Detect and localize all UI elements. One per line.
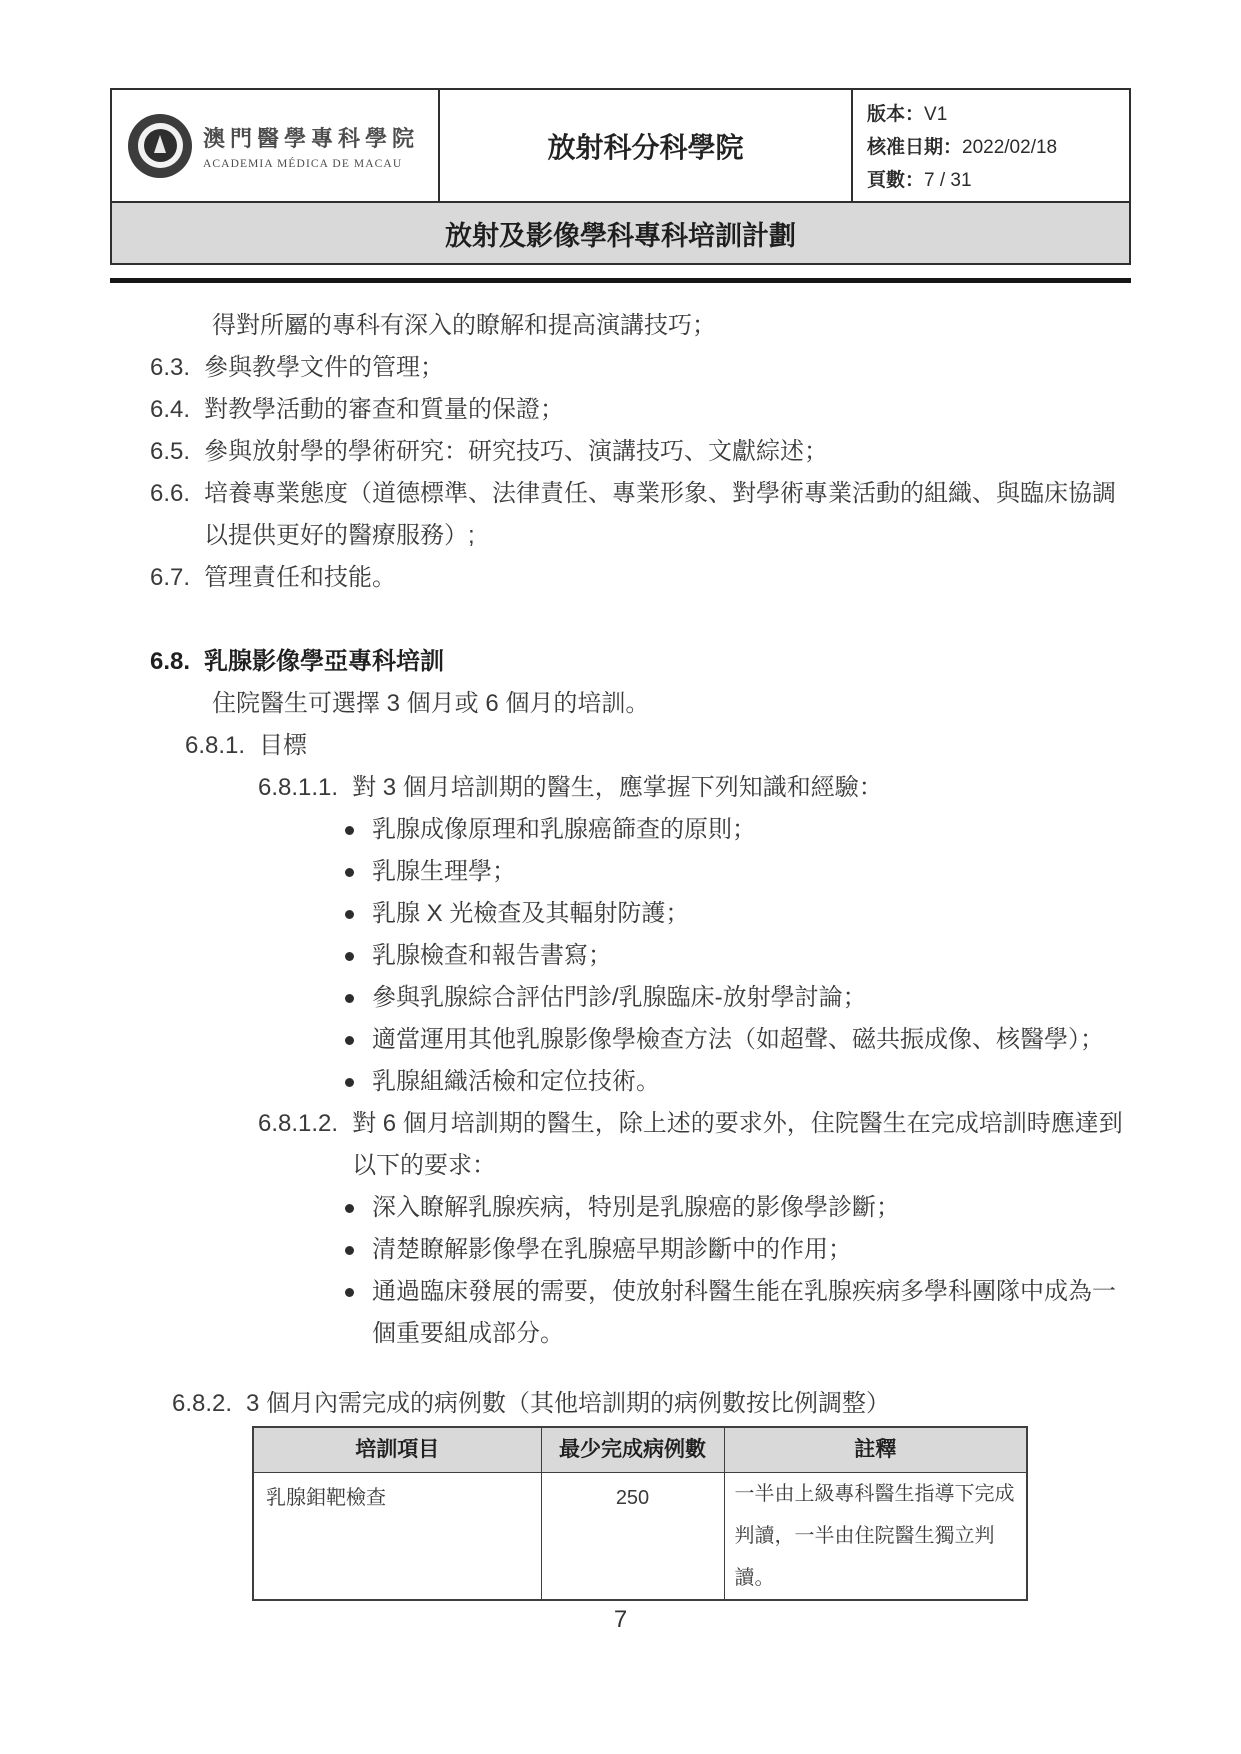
bullet-icon (345, 1288, 354, 1297)
seal-ring (138, 123, 183, 168)
page-content (110, 88, 1131, 1601)
version-label: 版本： (867, 104, 925, 125)
column-header-min-cases: 最少完成病例數 (541, 1427, 724, 1473)
bullet-text: 乳腺 X 光檢查及其輻射防護； (372, 900, 690, 927)
item-number: 6.5. (150, 438, 191, 465)
bullet-icon (345, 826, 354, 835)
section-title: 乳腺影像學亞專科培訓 (204, 648, 445, 675)
page-number: 7 (613, 1606, 628, 1633)
page-count-value: 7 / 31 (924, 170, 972, 191)
approval-date-value: 2022/02/18 (962, 137, 1058, 158)
item-text: 3 個月內需完成的病例數（其他培訓期的病例數按比例調整） (246, 1390, 891, 1417)
cell-note: 一半由上級專科醫生指導下完成判讀，一半由住院醫生獨立判讀。 (724, 1473, 1027, 1601)
list-item-6-8-2 (172, 1383, 1131, 1425)
department-title: 放射科分科學院 (440, 90, 853, 201)
bullet-icon (345, 1246, 354, 1255)
approval-date-label: 核准日期： (867, 137, 963, 158)
bullet-icon (345, 1204, 354, 1213)
item-text: 目標 (259, 732, 308, 759)
section-paragraph (212, 683, 1131, 725)
item-text: 參與放射學的學術研究：研究技巧、演講技巧、文獻綜述； (204, 438, 829, 465)
bullet-item (345, 1229, 1131, 1271)
bullet-text: 通過臨床發展的需要，使放射科醫生能在乳腺疾病多學科團隊中成為一個重要組成部分。 (372, 1278, 1116, 1347)
bullet-text: 乳腺組織活檢和定位技術。 (372, 1068, 660, 1095)
cell-min-cases: 250 (541, 1473, 724, 1601)
document-title-banner: 放射及影像學科專科培訓計劃 (110, 203, 1131, 265)
item-text: 對 3 個月培訓期的醫生，應掌握下列知識和經驗： (352, 774, 883, 801)
item-number: 6.4. (150, 396, 191, 423)
list-item-6-3 (150, 347, 1131, 389)
bullet-text: 乳腺成像原理和乳腺癌篩查的原則； (372, 816, 756, 843)
cell-training-item: 乳腺鉬靶檢查 (253, 1473, 541, 1601)
page-count-label: 頁數： (867, 170, 925, 191)
item-text: 管理責任和技能。 (204, 564, 397, 591)
bullet-item (345, 1019, 1131, 1061)
table-header-row (253, 1427, 1027, 1473)
bullet-icon (345, 994, 354, 1003)
list-item-6-7 (150, 557, 1131, 599)
bullet-item (345, 1061, 1131, 1103)
bullet-item (345, 1187, 1131, 1229)
list-item-6-5 (150, 431, 1131, 473)
bullet-text: 乳腺檢查和報告書寫； (372, 942, 612, 969)
section-heading-6-8 (150, 641, 1131, 683)
item-number: 6.7. (150, 564, 191, 591)
item-number: 6.8.1. (185, 732, 246, 759)
continuation-line (212, 305, 1131, 347)
document-header (110, 88, 1131, 203)
item-number: 6.8. (150, 648, 191, 675)
list-item-6-4 (150, 389, 1131, 431)
item-number: 6.3. (150, 354, 191, 381)
list-item-6-6 (150, 473, 1131, 557)
item-number: 6.8.1.2. (258, 1110, 339, 1137)
table-row (253, 1473, 1027, 1601)
bullet-item (345, 935, 1131, 977)
column-header-training-item: 培訓項目 (253, 1427, 541, 1473)
bullet-item (345, 809, 1131, 851)
list-item-6-8-1-2 (258, 1103, 1131, 1187)
bullet-text: 參與乳腺綜合評估門診/乳腺臨床-放射學討論； (372, 984, 867, 1011)
bullet-icon (345, 1078, 354, 1087)
bullet-text: 乳腺生理學； (372, 858, 516, 885)
case-requirements-table (252, 1426, 1028, 1601)
bullet-text: 深入瞭解乳腺疾病，特別是乳腺癌的影像學診斷； (372, 1194, 900, 1221)
approval-date-line (867, 132, 1125, 159)
header-divider-rule (110, 278, 1131, 283)
body-text: 住院醫生可選擇 3 個月或 6 個月的培訓。 (212, 690, 650, 717)
item-number: 6.6. (150, 480, 191, 507)
bullet-icon (345, 1036, 354, 1045)
bullet-icon (345, 868, 354, 877)
item-text: 參與教學文件的管理； (204, 354, 445, 381)
item-number: 6.8.1.1. (258, 774, 339, 801)
logo-latin-name: ACADEMIA MÉDICA DE MACAU (203, 157, 403, 170)
item-text: 培養專業態度（道德標準、法律責任、專業形象、對學術專業活動的組織、與臨床協調以提供更好的醫療服務）; (204, 480, 1117, 549)
item-text: 對 6 個月培訓期的醫生，除上述的要求外，住院醫生在完成培訓時應達到以下的要求： (352, 1110, 1123, 1179)
bullet-icon (345, 952, 354, 961)
bullet-item (345, 893, 1131, 935)
column-header-note: 註釋 (724, 1427, 1027, 1473)
logo-cell (112, 90, 440, 201)
seal-emblem-icon (144, 129, 177, 162)
bullet-item (345, 977, 1131, 1019)
version-info-block (853, 90, 1129, 201)
bullet-item (345, 851, 1131, 893)
list-item-6-8-1 (185, 725, 1131, 767)
bullet-icon (345, 910, 354, 919)
body-text: 得對所屬的專科有深入的瞭解和提高演講技巧； (212, 312, 716, 339)
version-line (867, 99, 1125, 126)
bullet-item (345, 1271, 1131, 1355)
version-value: V1 (924, 104, 948, 125)
logo-wordmark (203, 122, 419, 170)
academy-seal-logo (128, 114, 192, 178)
item-text: 對教學活動的審查和質量的保證； (204, 396, 565, 423)
document-body (110, 305, 1131, 1601)
bullet-text: 適當運用其他乳腺影像學檢查方法（如超聲、磁共振成像、核醫學）； (372, 1026, 1104, 1053)
list-item-6-8-1-1 (258, 767, 1131, 809)
item-number: 6.8.2. (172, 1390, 233, 1417)
logo-chinese-name: 澳門醫學專科學院 (203, 125, 420, 151)
bullet-text: 清楚瞭解影像學在乳腺癌早期診斷中的作用； (372, 1236, 852, 1263)
page-count-line (867, 165, 1125, 192)
